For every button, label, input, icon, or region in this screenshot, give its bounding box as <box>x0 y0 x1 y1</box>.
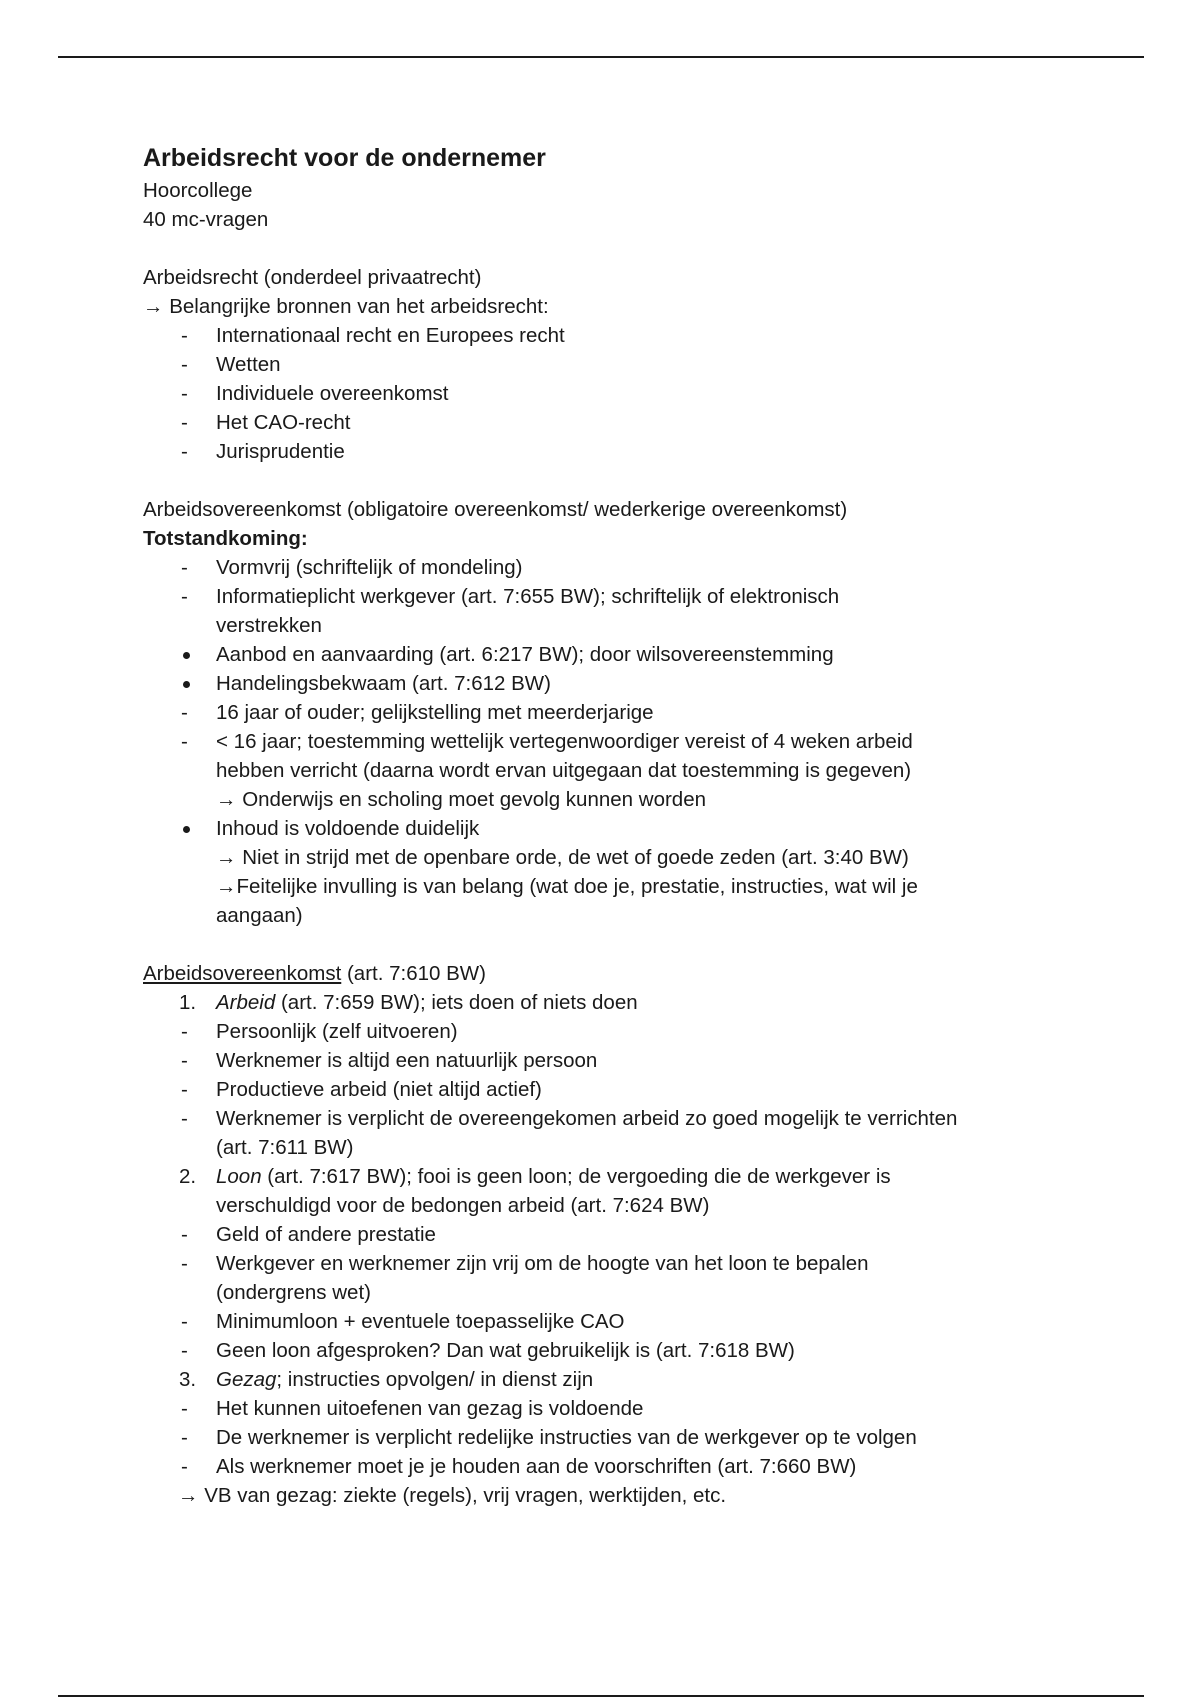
list-item <box>143 1307 1103 1336</box>
list-item <box>143 640 1103 669</box>
dash-marker <box>143 321 216 350</box>
list-item-line: Minimumloon + eventuele toepasselijke CAO <box>216 1310 625 1333</box>
list-item-line: Werkgever en werknemer zijn vrij om de hoogte van het loon te bepalen <box>216 1252 869 1275</box>
list-item-line: → Onderwijs en scholing moet gevolg kunnen worden <box>216 788 706 811</box>
dash-marker <box>143 553 216 582</box>
list-item-text: Wetten <box>216 353 281 376</box>
section1-arrow-line: → Belangrijke bronnen van het arbeidsrecht: <box>143 295 549 318</box>
list-item <box>143 350 1103 379</box>
dash-marker <box>143 1452 216 1481</box>
list-item-text <box>216 1017 1103 1046</box>
list-item-line: Handelingsbekwaam (art. 7:612 BW) <box>216 672 551 695</box>
number-marker: 3. <box>179 1368 197 1391</box>
list-item <box>143 1336 1103 1365</box>
list-item-text <box>216 1423 1103 1452</box>
section1-heading: Arbeidsrecht (onderdeel privaatrecht) <box>143 266 482 289</box>
list-item-line: (ondergrens wet) <box>216 1281 371 1304</box>
dash-marker <box>143 582 216 640</box>
list-item-text <box>216 1307 1103 1336</box>
list-item-text <box>216 1249 1103 1307</box>
section2-list <box>143 553 1103 930</box>
list-item-text <box>216 698 1103 727</box>
list-item-emphasis: Arbeid <box>216 991 276 1014</box>
list-item <box>143 669 1103 698</box>
page-title: Arbeidsrecht voor de ondernemer <box>143 144 546 172</box>
list-item-text <box>216 1336 1103 1365</box>
list-item <box>143 727 1103 814</box>
dash-marker <box>143 408 216 437</box>
number-marker: 2. <box>179 1165 197 1188</box>
list-item-line: Inhoud is voldoende duidelijk <box>216 817 480 840</box>
list-item <box>143 553 1103 582</box>
list-item <box>143 1423 1103 1452</box>
list-item-line: verschuldigd voor de bedongen arbeid (art. 7:624 BW) <box>216 1194 710 1217</box>
list-item-text <box>216 1075 1103 1104</box>
list-item <box>143 1162 1103 1220</box>
list-item-text <box>216 1452 1103 1481</box>
list-item-text: Jurisprudentie <box>216 440 345 463</box>
list-item <box>143 1017 1103 1046</box>
list-item-line: < 16 jaar; toestemming wettelijk vertegenwoordiger vereist of 4 weken arbeid <box>216 730 913 753</box>
list-item <box>143 1365 1103 1394</box>
list-item-line: Het kunnen uitoefenen van gezag is voldoende <box>216 1397 644 1420</box>
document-body <box>143 140 1103 1510</box>
section2-subheading: Totstandkoming: <box>143 527 308 550</box>
subtitle-mc-vragen: 40 mc-vragen <box>143 208 269 231</box>
list-item-line: Geld of andere prestatie <box>216 1223 436 1246</box>
list-item <box>143 582 1103 640</box>
list-item-line: →Feitelijke invulling is van belang (wat doe je, prestatie, instructies, wat wil je <box>216 875 918 898</box>
bottom-rule <box>58 1695 1144 1697</box>
list-item <box>143 1220 1103 1249</box>
list-item-line: aangaan) <box>216 904 303 927</box>
dash-marker <box>143 1307 216 1336</box>
dash-marker <box>143 1220 216 1249</box>
dash-marker <box>143 1336 216 1365</box>
list-item <box>143 1075 1103 1104</box>
list-item-text <box>216 1365 1103 1394</box>
list-item-line: Loon (art. 7:617 BW); fooi is geen loon; de vergoeding die de werkgever is <box>216 1165 891 1188</box>
dash-marker <box>143 1017 216 1046</box>
list-item-text: Internationaal recht en Europees recht <box>216 324 565 347</box>
list-item-line: → Niet in strijd met de openbare orde, de wet of goede zeden (art. 3:40 BW) <box>216 846 909 869</box>
list-item-line: Vormvrij (schriftelijk of mondeling) <box>216 556 523 579</box>
list-item-text <box>216 640 1103 669</box>
list-item-text <box>216 988 1103 1017</box>
list-item-line: (art. 7:611 BW) <box>216 1136 354 1159</box>
list-item <box>143 1249 1103 1307</box>
list-item-text <box>216 553 1103 582</box>
list-item-text <box>216 1162 1103 1220</box>
list-item-text <box>216 1104 1103 1162</box>
list-item-text <box>216 814 1103 930</box>
dash-marker <box>143 727 216 814</box>
list-item-line: Gezag; instructies opvolgen/ in dienst zijn <box>216 1368 594 1391</box>
top-rule <box>58 56 1144 58</box>
dash-marker <box>143 1394 216 1423</box>
dash-marker <box>143 1104 216 1162</box>
list-item-line: Werknemer is altijd een natuurlijk persoon <box>216 1049 598 1072</box>
list-item-line: 16 jaar of ouder; gelijkstelling met meerderjarige <box>216 701 654 724</box>
list-item-line: Geen loon afgesproken? Dan wat gebruikelijk is (art. 7:618 BW) <box>216 1339 795 1362</box>
list-item-text <box>216 1220 1103 1249</box>
list-item-line: hebben verricht (daarna wordt ervan uitgegaan dat toestemming is gegeven) <box>216 759 912 782</box>
list-item-text <box>216 1394 1103 1423</box>
section2-heading: Arbeidsovereenkomst (obligatoire overeenkomst/ wederkerige overeenkomst) <box>143 498 848 521</box>
list-item-text <box>216 669 1103 698</box>
list-item-line: Persoonlijk (zelf uitvoeren) <box>216 1020 458 1043</box>
list-item-emphasis: Loon <box>216 1165 262 1188</box>
dash-marker <box>143 379 216 408</box>
list-item-line: verstrekken <box>216 614 322 637</box>
dash-marker <box>143 698 216 727</box>
number-marker: 1. <box>179 991 197 1014</box>
dash-marker <box>143 1075 216 1104</box>
list-item-text: Het CAO-recht <box>216 411 351 434</box>
list-item-line: Aanbod en aanvaarding (art. 6:217 BW); door wilsovereenstemming <box>216 643 834 666</box>
list-item <box>143 1394 1103 1423</box>
list-item-text <box>216 727 1103 814</box>
list-item <box>143 1452 1103 1481</box>
section3-heading-underlined: Arbeidsovereenkomst <box>143 962 342 985</box>
list-item <box>143 321 1103 350</box>
list-item-text: Individuele overeenkomst <box>216 382 449 405</box>
section1-arrow-text: Belangrijke bronnen van het arbeidsrecht: <box>169 295 549 318</box>
bullet-icon <box>143 669 216 698</box>
list-item <box>143 814 1103 930</box>
list-item-line: Als werknemer moet je je houden aan de voorschriften (art. 7:660 BW) <box>216 1455 857 1478</box>
bullet-icon <box>143 814 216 930</box>
dash-marker <box>143 437 216 466</box>
dash-marker <box>143 1249 216 1307</box>
list-item-line: Werknemer is verplicht de overeengekomen arbeid zo goed mogelijk te verrichten <box>216 1107 958 1130</box>
bullet-icon <box>143 640 216 669</box>
section1-list <box>143 321 1103 466</box>
subtitle-hoorcollege: Hoorcollege <box>143 179 253 202</box>
list-item-text <box>216 582 1103 640</box>
dash-marker <box>143 1046 216 1075</box>
list-item-line: Arbeid (art. 7:659 BW); iets doen of niets doen <box>216 991 638 1014</box>
section3-heading-rest: (art. 7:610 BW) <box>341 962 486 985</box>
list-item <box>143 408 1103 437</box>
list-item <box>143 988 1103 1017</box>
section3-footer-arrow: → VB van gezag: ziekte (regels), vrij vragen, werktijden, etc. <box>178 1484 727 1507</box>
list-item <box>143 1046 1103 1075</box>
list-item-line: De werknemer is verplicht redelijke instructies van de werkgever op te volgen <box>216 1426 917 1449</box>
section3-list <box>143 988 1103 1481</box>
list-item <box>143 698 1103 727</box>
dash-marker <box>143 350 216 379</box>
list-item <box>143 379 1103 408</box>
list-item-text <box>216 1046 1103 1075</box>
list-item <box>143 1104 1103 1162</box>
list-item-line: Informatieplicht werkgever (art. 7:655 BW); schriftelijk of elektronisch <box>216 585 840 608</box>
list-item-emphasis: Gezag <box>216 1368 277 1391</box>
dash-marker <box>143 1423 216 1452</box>
list-item-line: Productieve arbeid (niet altijd actief) <box>216 1078 542 1101</box>
list-item <box>143 437 1103 466</box>
section3-heading <box>143 959 1103 988</box>
